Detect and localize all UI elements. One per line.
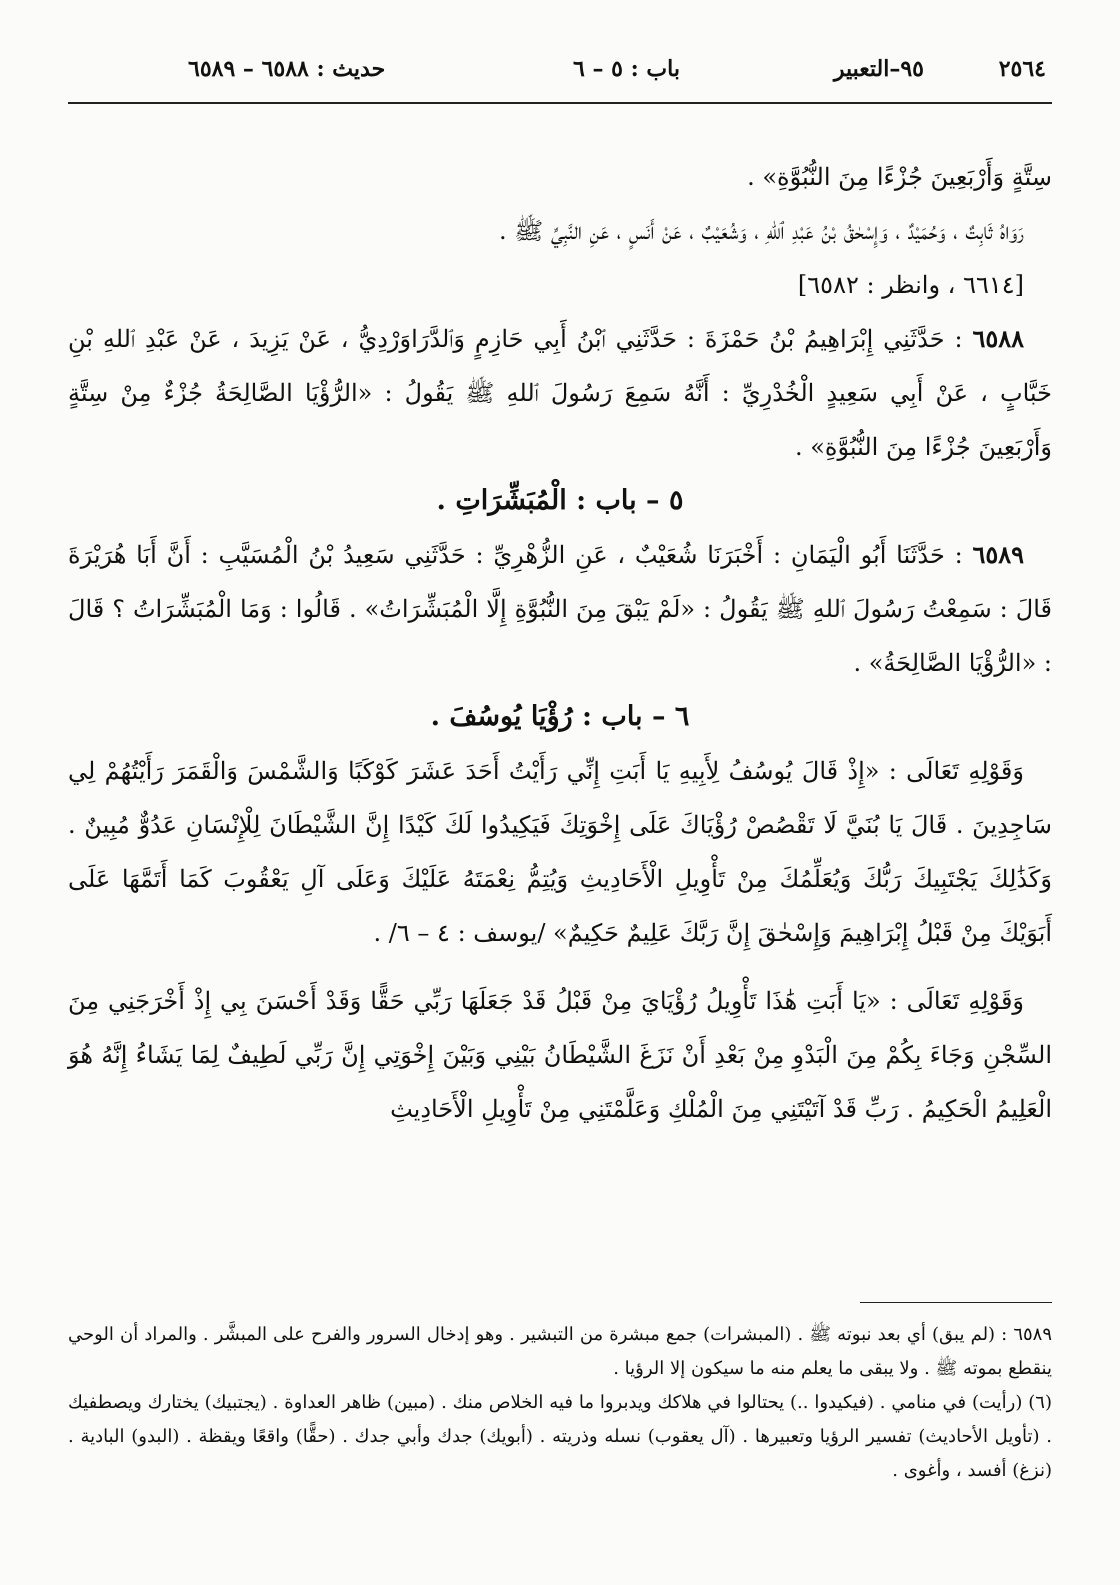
hadith-number: ٦٥٨٩: [972, 540, 1024, 569]
footnotes: [68, 1318, 1052, 1488]
chapter-heading-5: ٥ – باب : الْمُبَشِّرَاتِ .: [436, 485, 684, 516]
cross-reference: [٦٦١٤ ، وانظر : ٦٥٨٢]: [797, 271, 1024, 299]
hadith-6588: [68, 312, 1052, 474]
text-line: سِتَّةٍ وَأَرْبَعِينَ جُزْءًا مِنَ النُّبُوَّةِ» .: [747, 163, 1052, 191]
chapter-range: باب : ٥ – ٦: [573, 56, 680, 82]
main-text: [68, 150, 1052, 1136]
quran-paragraph-2: وَقَوْلِهِ تَعَالَى : «يَا أَبَتِ هَٰذَا تَأْوِيلُ رُؤْيَايَ مِنْ قَبْلُ قَدْ جَعَلَهَا رَبِّي حَقًّا وَقَدْ أَحْسَنَ بِي إِذْ أَخْرَجَنِي مِنَ السِّجْنِ وَجَاءَ بِكُمْ مِنَ الْبَدْوِ مِنْ بَعْدِ أَنْ نَزَغَ الشَّيْطَانُ بَيْنِي وَبَيْنَ إِخْوَتِي إِنَّ رَبِّي لَطِيفٌ لِمَا يَشَاءُ إِنَّهُ هُوَ الْعَلِيمُ الْحَكِيمُ . رَبِّ قَدْ آتَيْتَنِي مِنَ الْمُلْكِ وَعَلَّمْتَنِي مِنْ تَأْوِيلِ الْأَحَادِيثِ: [68, 987, 1053, 1123]
hadith-range: حديث : ٦٥٨٨ – ٦٥٨٩: [188, 56, 386, 82]
page-number: ٢٥٦٤: [998, 56, 1046, 82]
hadith-text: : حَدَّثَنِي إِبْرَاهِيمُ بْنُ حَمْزَةَ : حَدَّثَنِي ٱبْنُ أَبِي حَازِمٍ وَٱلدَّرَاوَرْدِيُّ ، عَنْ يَزِيدَ ، عَنْ عَبْدِ ٱللهِ بْنِ خَبَّابٍ ، عَنْ أَبِي سَعِيدٍ الْخُدْرِيِّ : أَنَّهُ سَمِعَ رَسُولَ ٱللهِ ﷺ يَقُولُ : «الرُّؤْيَا الصَّالِحَةُ جُزْءٌ مِنْ سِتَّةٍ وَأَرْبَعِينَ جُزْءًا مِنَ النُّبُوَّةِ» .: [68, 325, 1052, 461]
footnote-6: (٦) (رأيت) في منامي . (فيكيدوا ..) يحتالوا في هلاكك ويدبروا ما فيه الخلاص منك . (مبين) ظاهر العداوة . (يجتبيك) يختارك ويصطفيك . (تأويل الأحاديث) تفسير الرؤيا وتعبيرها . (آل يعقوب) نسله وذريته . (أبويك) جدك وأبي جدك . (حقًّا) واقعًا ويقظة . (البدو) البادية . (نزغ) أفسد ، وأغوى .: [68, 1392, 1052, 1481]
footnote-divider: [860, 1302, 1052, 1303]
narration-line: رَوَاهُ ثَابِتٌ ، وَحُمَيْدٌ ، وَإِسْحٰقُ بْنُ عَبْدِ ٱللهِ ، وَشُعَيْبٌ ، عَنْ أَنَسٍ ، عَنِ النَّبِيِّ ﷺ .: [499, 217, 1024, 245]
header-divider: [68, 102, 1052, 104]
chapter-heading-6: ٦ – باب : رُؤْيَا يُوسُفَ .: [430, 701, 690, 732]
hadith-number: ٦٥٨٨: [972, 324, 1024, 353]
quran-paragraph-1: وَقَوْلِهِ تَعَالَى : «إِذْ قَالَ يُوسُفُ لِأَبِيهِ يَا أَبَتِ إِنِّي رَأَيْتُ أَحَدَ عَشَرَ كَوْكَبًا وَالشَّمْسَ وَالْقَمَرَ رَأَيْتُهُمْ لِي سَاجِدِينَ . قَالَ يَا بُنَيَّ لَا تَقْصُصْ رُؤْيَاكَ عَلَى إِخْوَتِكَ فَيَكِيدُوا لَكَ كَيْدًا إِنَّ الشَّيْطَانَ لِلْإِنْسَانِ عَدُوٌّ مُبِينٌ . وَكَذَٰلِكَ يَجْتَبِيكَ رَبُّكَ وَيُعَلِّمُكَ مِنْ تَأْوِيلِ الْأَحَادِيثِ وَيُتِمُّ نِعْمَتَهُ عَلَيْكَ وَعَلَى آلِ يَعْقُوبَ كَمَا أَتَمَّهَا عَلَى أَبَوَيْكَ مِنْ قَبْلُ إِبْرَاهِيمَ وَإِسْحٰقَ إِنَّ رَبَّكَ عَلِيمٌ حَكِيمٌ» /يوسف : ٤ – ٦/ .: [68, 757, 1052, 947]
footnote-6589: ٦٥٨٩ : (لم يبق) أي بعد نبوته ﷺ . (المبشرات) جمع مبشرة من التبشير . وهو إدخال السرور والفرح على المبشَّر . والمراد أن الوحي ينقطع بموته ﷺ . ولا يبقى ما يعلم منه ما سيكون إلا الرؤيا .: [68, 1324, 1052, 1379]
hadith-text: : حَدَّثَنَا أَبُو الْيَمَانِ : أَخْبَرَنَا شُعَيْبٌ ، عَنِ الزُّهْرِيِّ : حَدَّثَنِي سَعِيدُ بْنُ الْمُسَيَّبِ : أَنَّ أَبَا هُرَيْرَةَ قَالَ : سَمِعْتُ رَسُولَ ٱللهِ ﷺ يَقُولُ : «لَمْ يَبْقَ مِنَ النُّبُوَّةِ إِلَّا الْمُبَشِّرَاتُ» . قَالُوا : وَمَا الْمُبَشِّرَاتُ ؟ قَالَ : «الرُّؤْيَا الصَّالِحَةُ» .: [68, 541, 1052, 677]
hadith-6589: [68, 528, 1052, 690]
book-title: ٩٥–التعبير: [833, 56, 924, 82]
running-header: [68, 50, 1052, 90]
